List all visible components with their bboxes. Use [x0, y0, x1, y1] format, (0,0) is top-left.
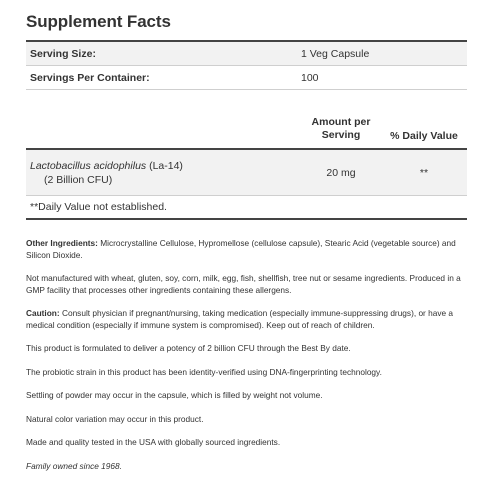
page-title: Supplement Facts — [26, 12, 171, 31]
allergen-statement: Not manufactured with wheat, gluten, soy, corn, milk, egg, fish, shellfish, tree nut or sesame ingredients. Produced in a GMP facility that processes other ingredients containing these allergens. — [26, 273, 461, 295]
made-in-usa-statement: Made and quality tested in the USA with globally sourced ingredients. — [26, 437, 281, 447]
caution-text: Consult physician if pregnant/nursing, taking medication (especially immune-suppressing drugs), or have a medical condition (especially if immune system is compromised). Keep out of reach of children. — [26, 308, 454, 330]
strain-statement: The probiotic strain in this product has been identity-verified using DNA-fingerprinting technology. — [26, 366, 382, 377]
table-header-row — [26, 110, 467, 150]
other-ingredients-text: Microcrystalline Cellulose, Hypromellose (cellulose capsule), Stearic Acid (vegetable source) and Silicon Dioxide. — [26, 238, 456, 260]
other-ingredients-label: Other Ingredients: — [26, 238, 98, 248]
ingredient-strain: (La-14) — [146, 159, 183, 172]
supplement-facts-table — [26, 40, 467, 220]
family-owned-text: Family owned since 1968. — [26, 460, 122, 471]
serving-size-label: Serving Size: — [30, 47, 96, 60]
ingredient-latin-name: Lactobacillus acidophilus — [30, 159, 147, 172]
ingredient-daily-value: ** — [419, 166, 429, 179]
caution-statement — [26, 308, 471, 331]
serving-size-value: 1 Veg Capsule — [301, 47, 370, 60]
ingredient-amount: 20 mg — [326, 166, 356, 179]
servings-per-container-value: 100 — [301, 71, 319, 84]
daily-value-footnote: **Daily Value not established. — [26, 196, 467, 220]
settling-statement: Settling of powder may occur in the capsule, which is filled by weight not volume. — [26, 390, 323, 400]
other-ingredients — [26, 238, 471, 261]
caution-label: Caution: — [26, 308, 60, 318]
color-statement: Natural color variation may occur in this product. — [26, 413, 204, 424]
product-information — [26, 238, 471, 484]
servings-per-container-row — [26, 66, 467, 90]
ingredient-row — [26, 150, 467, 196]
servings-per-container-label: Servings Per Container: — [30, 71, 150, 84]
potency-statement: This product is formulated to deliver a potency of 2 billion CFU through the Best By date. — [26, 343, 351, 353]
family-owned-statement — [26, 461, 471, 473]
ingredient-name — [26, 159, 301, 187]
amount-per-serving-header: Amount per Serving — [311, 116, 371, 141]
daily-value-header: % Daily Value — [390, 130, 458, 142]
serving-size-row — [26, 42, 467, 66]
ingredient-cfu: (2 Billion CFU) — [44, 173, 113, 186]
